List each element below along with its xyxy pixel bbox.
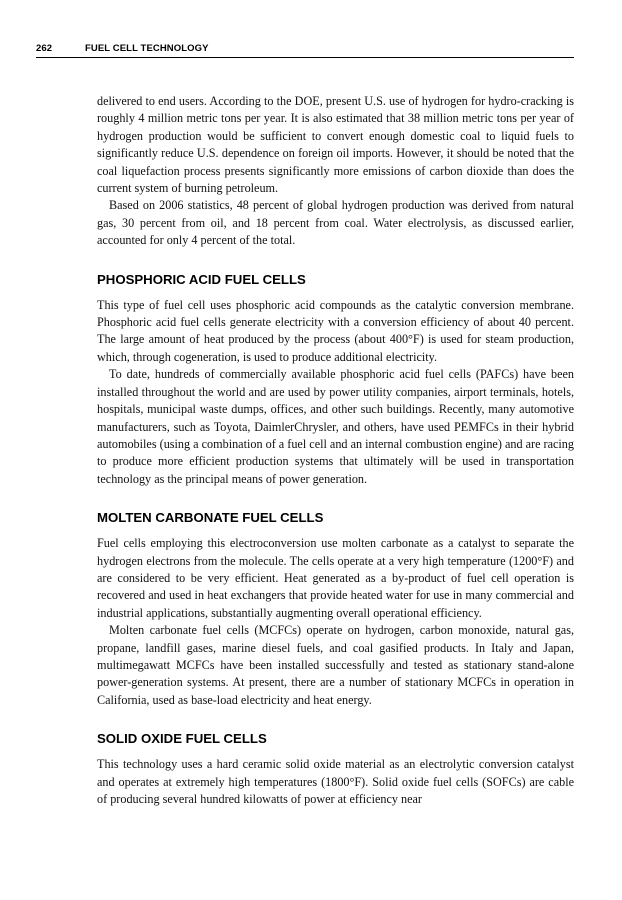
molten-paragraph-2: Molten carbonate fuel cells (MCFCs) operate on hydrogen, carbon monoxide, natural gas, propane, landfill gases, marine diesel fuels, and coal gasified products. In Italy and Japan, multimegawatt MCFCs have been installed successfully and tested as stationary stand-alone power-generation systems. At present, there are a number of stationary MCFCs in operation in California, used as base-load electricity and heat energy. bbox=[97, 623, 574, 707]
section-heading-solid-oxide: SOLID OXIDE FUEL CELLS bbox=[97, 731, 267, 747]
body-text bbox=[97, 93, 574, 808]
intro-paragraph-2: Based on 2006 statistics, 48 percent of global hydrogen production was derived from natural gas, 30 percent from oil, and 18 percent from coal. Water electrolysis, as discussed earlier, accounted for only 4 percent of the total. bbox=[97, 198, 574, 248]
section-heading-phosphoric: PHOSPHORIC ACID FUEL CELLS bbox=[97, 271, 306, 287]
solid-oxide-paragraph-1: This technology uses a hard ceramic solid oxide material as an electrolytic conversion catalyst and operates at extremely high temperatures (1800°F). Solid oxide fuel cells (SOFCs) are cable of producing several hundred kilowatts of power at efficiency near bbox=[97, 757, 574, 806]
molten-paragraph-1: Fuel cells employing this electroconversion use molten carbonate as a catalyst to separate the hydrogen electrons from the molecule. The cells operate at a very high temperature (1200°F) and are considered to be very efficient. Heat generated as a by-product of fuel cell operation is recovered and used in heat exchangers that provide heated water for use in many commercial and industrial applications, substantially augmenting overall operational efficiency. bbox=[97, 536, 574, 620]
running-head-title: FUEL CELL TECHNOLOGY bbox=[85, 43, 209, 54]
running-head bbox=[36, 43, 574, 58]
phosphoric-paragraph-2: To date, hundreds of commercially available phosphoric acid fuel cells (PAFCs) have been installed throughout the world and are used by power utility companies, airport terminals, hotels, hospitals, municipal waste dumps, offices, and other such buildings. Recently, many automotive manufacturers, such as Toyota, DaimlerChrysler, and others, have used PEMFCs in their hybrid automobiles (using a combination of a fuel cell and an internal combustion engine) and are racing to produce more efficient production systems that ultimately will be used in transportation technology as the principal means of power generation. bbox=[97, 367, 574, 486]
section-heading-molten: MOLTEN CARBONATE FUEL CELLS bbox=[97, 510, 324, 526]
phosphoric-paragraph-1: This type of fuel cell uses phosphoric acid compounds as the catalytic conversion membrane. Phosphoric acid fuel cells generate electricity with a conversion efficiency of about 40 percent. The large amount of heat produced by the process (about 400°F) is used for steam production, which, through cogeneration, is used to produce additional electricity. bbox=[97, 297, 574, 364]
intro-paragraph-1: delivered to end users. According to the DOE, present U.S. use of hydrogen for hydro-cracking is roughly 4 million metric tons per year. It is also estimated that 38 million metric tons per year of hydrogen production would be sufficient to convert enough domestic coal to liquid fuels to significantly reduce U.S. dependence on foreign oil imports. However, it should be noted that the coal liquefaction process presents significantly more emissions of carbon dioxide than does the current system of burning petroleum. bbox=[97, 94, 574, 196]
page-number: 262 bbox=[36, 43, 53, 54]
